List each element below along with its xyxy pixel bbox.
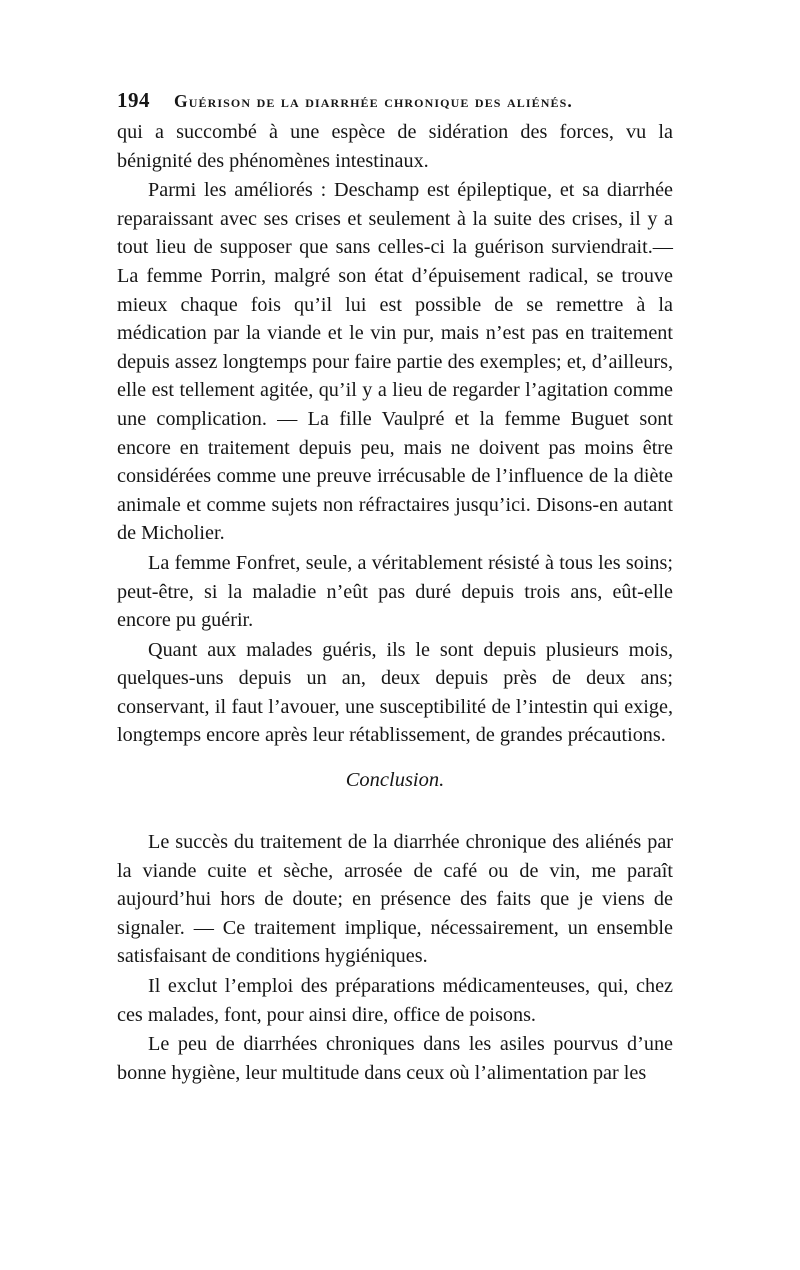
paragraph: Le succès du traitement de la diarrhée chronique des aliénés par la viande cuite et sèche, arrosée de café ou de vin, me paraît aujourd’hui hors de doute; en présence des faits que je viens de signaler. — Ce traitement implique, nécessairement, un ensemble satisfaisant de conditions hygiéniques. [117,831,673,968]
book-page [117,88,673,1087]
paragraph-truncated: Le peu de diarrhées chroniques dans les asiles pourvus d’une bonne hygiène, leur multitude dans ceux où l’alimentation par les [117,1033,673,1084]
paragraph: Quant aux malades guéris, ils le sont depuis plusieurs mois, quelques-uns depuis un an, deux depuis près de deux ans; conservant, il faut l’avouer, une susceptibilité de l’intestin qui exige, longtemps encore après leur rétablissement, de grandes précautions. [117,638,673,747]
page-number: 194 [117,88,150,112]
paragraph-continued: qui a succombé à une espèce de sidération des forces, vu la bénignité des phénomènes intestinaux. [117,121,673,172]
body-text [117,118,673,1087]
paragraph: La femme Fonfret, seule, a véritablement résisté à tous les soins; peut-être, si la maladie n’eût pas duré depuis trois ans, eût-elle encore pu guérir. [117,551,673,632]
running-title: Guérison de la diarrhée chronique des aliénés. [174,91,573,111]
paragraph: Parmi les améliorés : Deschamp est épileptique, et sa diarrhée reparaissant avec ses crises et seulement à la suite des crises, il y a tout lieu de supposer que sans celles-ci la guérison surviendrait.— La femme Porrin, malgré son état d’épuisement radical, se trouve mieux chaque fois qu’il lui est possible de se remettre à la médication par la viande et le vin pur, mais n’est pas en traitement depuis assez longtemps pour faire partie des exemples; et, d’ailleurs, elle est tellement agitée, qu’il y a lieu de regarder l’agitation comme une complication. — La fille Vaulpré et la femme Buguet sont encore en traitement depuis peu, mais ne doivent pas moins être considérées comme une preuve irrécusable de l’influence de la diète animale et comme sujets non réfractaires jusqu’ici. Disons-en autant de Micholier. [117,179,673,545]
paragraph: Il exclut l’emploi des préparations médicamenteuses, qui, chez ces malades, font, pour ainsi dire, office de poisons. [117,975,673,1026]
section-title: Conclusion. [345,769,445,792]
running-head [117,88,673,118]
